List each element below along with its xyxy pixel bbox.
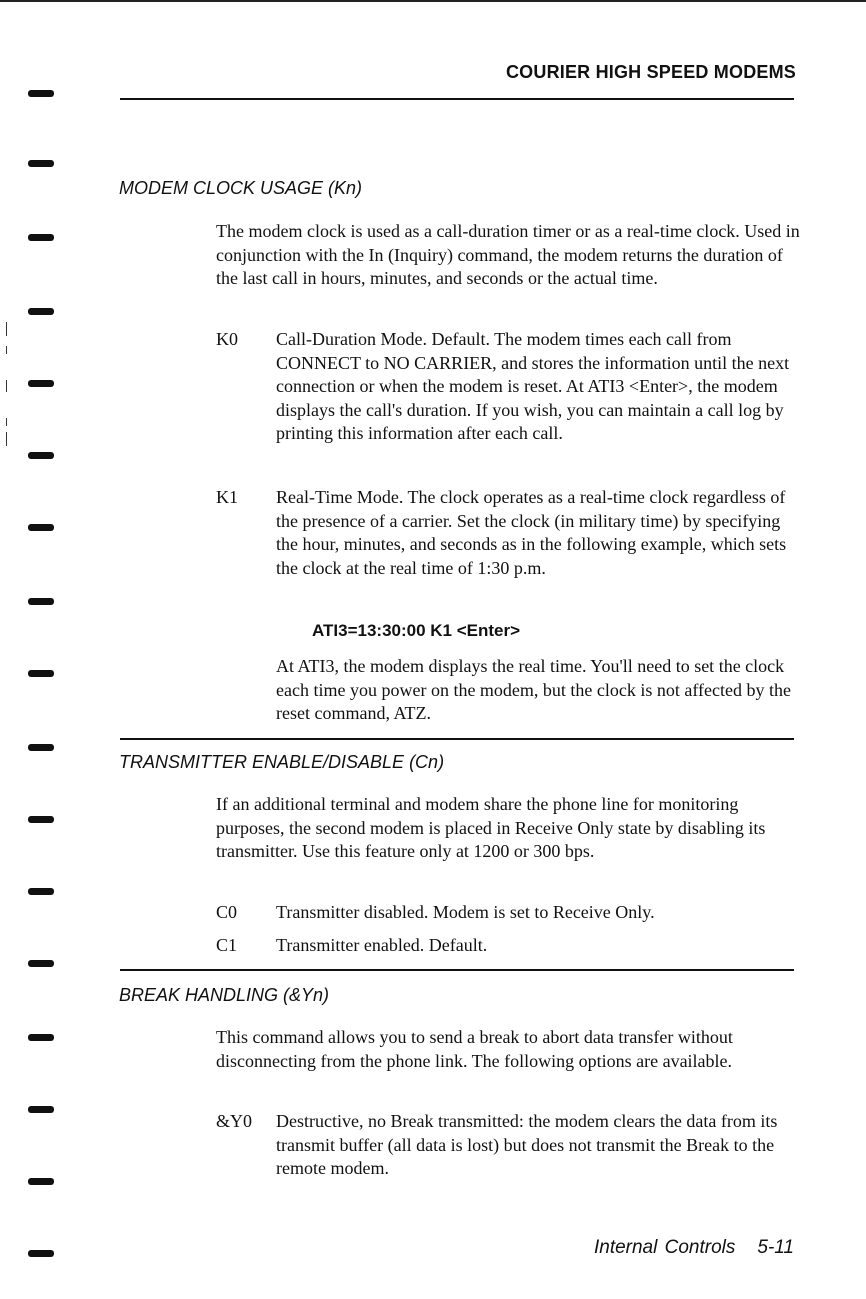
- item-code: C0: [216, 902, 238, 922]
- page-footer: [594, 1237, 794, 1259]
- item-text: Transmitter enabled. Default.: [276, 935, 488, 955]
- transmitter-intro: If an additional terminal and modem share the phone line for monitoring purposes, the second modem is placed in Receive Only state by disabling its transmitter. Use this feature only at 1200 or 300 bps.: [216, 794, 766, 861]
- item-code: C1: [216, 935, 238, 955]
- item-code: K0: [216, 329, 238, 349]
- break-intro: This command allows you to send a break to abort data transfer without disconnecting from the phone link. The following options are available.: [216, 1027, 733, 1071]
- page-header-title: COURIER HIGH SPEED MODEMS: [505, 62, 796, 82]
- section-rule: [120, 969, 794, 971]
- top-border: [0, 0, 866, 2]
- clock-intro: The modem clock is used as a call-duration timer or as a real-time clock. Used in conjunction with the In (Inquiry) command, the modem returns the duration of the last call in hours, minutes, and seconds or the actual time.: [216, 221, 800, 288]
- section-title-break: BREAK HANDLING (&Yn): [119, 985, 330, 1005]
- section-title-clock: MODEM CLOCK USAGE (Kn): [119, 178, 363, 198]
- item-text: Destructive, no Break transmitted: the modem clears the data from its transmit buffer (all data is lost) but does not transmit the Break to the remote modem.: [276, 1111, 778, 1178]
- item-text: Call-Duration Mode. Default. The modem times each call from CONNECT to NO CARRIER, and stores the information until the next connection or when the modem is reset. At ATI3 <Enter>, the modem displays the call's duration. If you wish, you can maintain a call log by printing this information after each call.: [276, 329, 790, 443]
- section-rule: [120, 738, 794, 740]
- header-rule: [120, 98, 794, 100]
- item-text: Transmitter disabled. Modem is set to Receive Only.: [276, 902, 655, 922]
- section-title-transmitter: TRANSMITTER ENABLE/DISABLE (Cn): [119, 752, 445, 772]
- footer-chapter: Internal Controls: [593, 1237, 736, 1258]
- item-code: &Y0: [216, 1111, 252, 1131]
- command-example: ATI3=13:30:00 K1 <Enter>: [312, 621, 521, 640]
- item-text: Real-Time Mode. The clock operates as a real-time clock regardless of the presence of a carrier. Set the clock (in military time) by specifying the hour, minutes, and seconds as in the following example, which sets the clock at the real time of 1:30 p.m.: [276, 487, 787, 578]
- page-number: 5-11: [757, 1237, 794, 1258]
- item-code: K1: [216, 487, 238, 507]
- clock-note: At ATI3, the modem displays the real time. You'll need to set the clock each time you power on the modem, but the clock is not affected by the reset command, ATZ.: [276, 656, 792, 723]
